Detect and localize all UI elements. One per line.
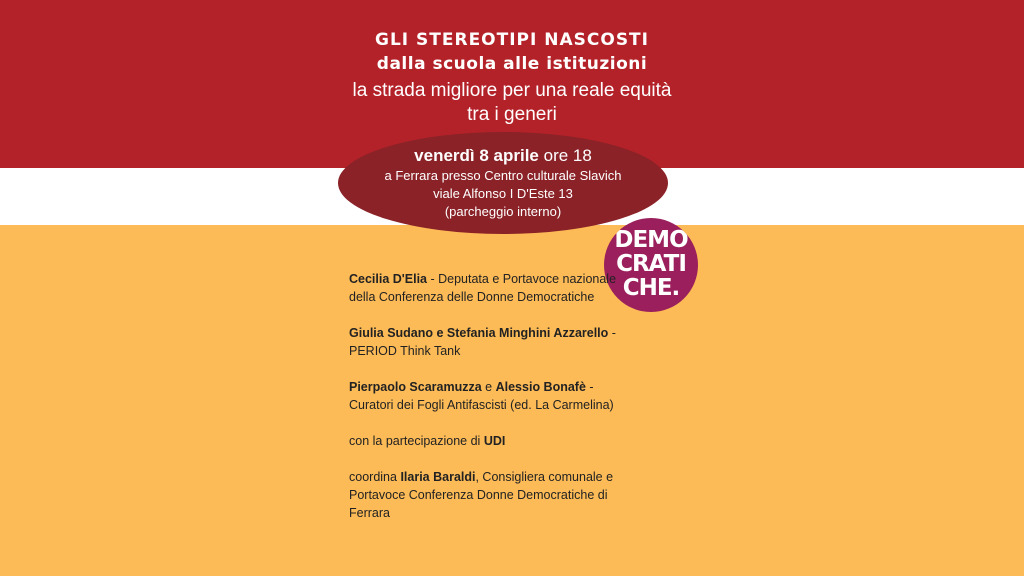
participation-prefix: con la partecipazione di [349,434,484,448]
event-time: ore 18 [543,146,592,165]
moderator-prefix: coordina [349,470,401,484]
moderator-entry [349,468,619,522]
logo-text-line1: DEMO [614,227,688,253]
speaker-entry [349,270,619,306]
speaker-role: - Deputata e Portavoce nazionale della Conferenza delle Donne Democratiche [349,272,617,304]
event-parking: (parcheggio interno) [444,204,562,219]
logo-text-line2: CRATI [616,251,686,277]
event-subtitle-line2: tra i generi [467,104,557,125]
event-location: a Ferrara presso Centro culturale Slavich [384,168,622,183]
speaker-conjunction: e [481,380,496,394]
participation-org: UDI [483,434,506,448]
speaker-name: Giulia Sudano e Stefania Minghini Azzarello [349,326,609,340]
event-title: GLI STEREOTIPI NASCOSTI [375,30,649,50]
speaker-role: - PERIOD Think Tank [349,326,616,358]
participation-entry [349,432,619,450]
speakers-list [349,270,619,540]
event-title-line2: dalla scuola alle istituzioni [376,54,648,74]
speaker-entry [349,378,619,414]
moderator-role: , Consigliera comunale e Portavoce Conferenza Donne Democratiche di Ferrara [349,470,614,520]
speaker-name: Cecilia D'Elia [349,272,428,286]
logo-text-line3: CHE. [622,275,680,301]
event-subtitle: la strada migliore per una reale equità [352,80,672,101]
speaker-name: Pierpaolo Scaramuzza [349,380,482,394]
event-address: viale Alfonso I D'Este 13 [433,186,573,201]
speaker-name: Alessio Bonafè [495,380,586,394]
speaker-role: - Curatori dei Fogli Antifascisti (ed. La Carmelina) [349,380,614,412]
speaker-entry [349,324,619,360]
moderator-name: Ilaria Baraldi [400,470,476,484]
event-date-day: venerdì 8 aprile [414,146,539,165]
event-date [338,146,668,166]
